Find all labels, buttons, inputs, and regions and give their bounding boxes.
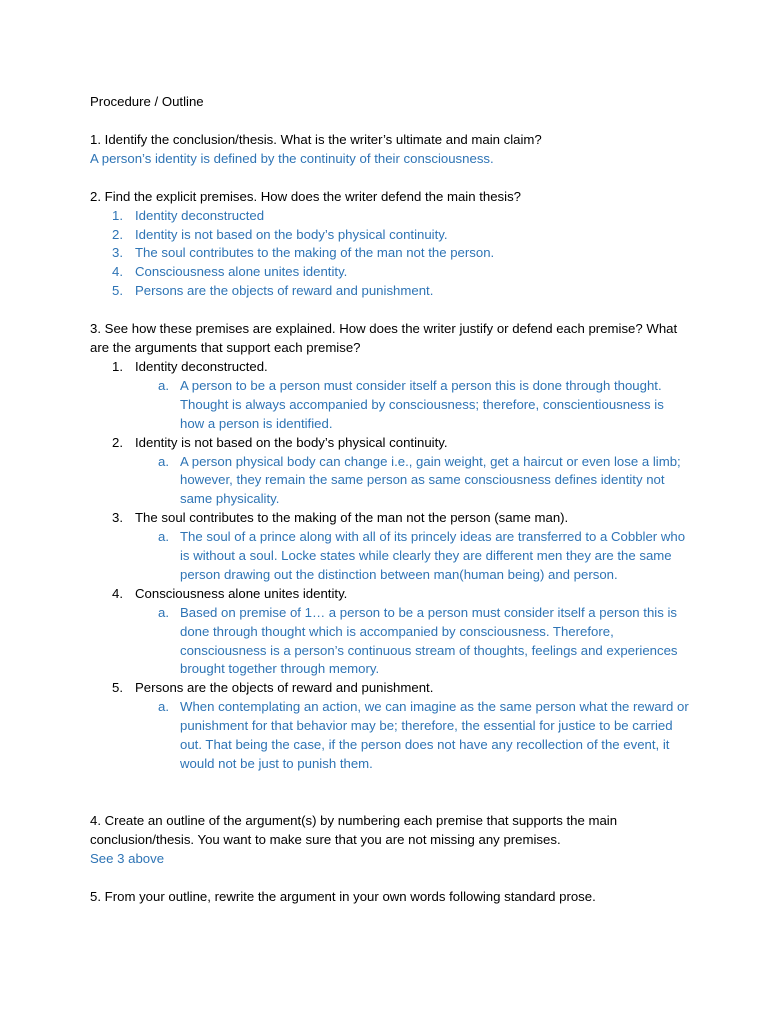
question-2-prompt: 2. Find the explicit premises. How does the writer defend the main thesis? (90, 188, 522, 204)
argument-text: A person physical body can change i.e., gain weight, get a haircut or even lose a limb; however, they remain the same person as same consciousness defines identity not same physicality. (180, 453, 681, 507)
question-1 (90, 131, 690, 169)
question-3-prompt: 3. See how these premises are explained. How does the writer justify or defend each premise? What are the arguments that support each premise? (90, 321, 678, 356)
premise-number: 3. (112, 245, 123, 261)
justification-list (90, 358, 690, 774)
question-5 (90, 888, 690, 907)
premise-text: Identity deconstructed (135, 207, 265, 223)
premise-text: The soul contributes to the making of the man not the person. (135, 245, 495, 261)
justification-premise: Identity deconstructed. (135, 358, 268, 374)
justification-sublist (135, 604, 690, 680)
justification-number: 2. (112, 434, 123, 450)
premise-number: 4. (112, 264, 123, 280)
premise-item (90, 207, 690, 226)
premise-number: 5. (112, 283, 123, 299)
premise-list (90, 207, 690, 302)
argument-letter: a. (158, 453, 169, 469)
argument-text: Based on premise of 1… a person to be a person must consider itself a person this is done through thought which is accompanied by consciousness. Therefore, consciousness is a person’s continuous stream of thoughts, feelings and experiences brought together through memory. (180, 604, 678, 677)
justification-premise: Identity is not based on the body’s physical continuity. (135, 434, 448, 450)
premise-text: Identity is not based on the body’s physical continuity. (135, 226, 448, 242)
premise-item (90, 244, 690, 263)
page-heading: Procedure / Outline (90, 94, 204, 109)
justification-premise: Persons are the objects of reward and punishment. (135, 680, 434, 696)
premise-item (90, 263, 690, 282)
justification-argument (135, 453, 690, 510)
argument-letter: a. (158, 529, 169, 545)
premise-text: Consciousness alone unites identity. (135, 264, 348, 280)
premise-text: Persons are the objects of reward and punishment. (135, 283, 434, 299)
justification-item (90, 358, 690, 434)
justification-item (90, 679, 690, 774)
justification-sublist (135, 698, 690, 774)
justification-premise: The soul contributes to the making of the man not the person (same man). (135, 510, 569, 526)
justification-argument (135, 604, 690, 680)
justification-premise: Consciousness alone unites identity. (135, 585, 348, 601)
argument-text: When contemplating an action, we can imagine as the same person what the reward or punishment for that behavior may be; therefore, the essential for justice to be carried out. That being the case, if the person does not have any recollection of the event, it would not be just to punish them. (180, 699, 689, 771)
question-1-answer: A person’s identity is defined by the continuity of their consciousness. (90, 150, 494, 166)
question-1-prompt: 1. Identify the conclusion/thesis. What is the writer’s ultimate and main claim? (90, 131, 542, 147)
question-4 (90, 812, 690, 869)
question-4-prompt: 4. Create an outline of the argument(s) by numbering each premise that supports the main conclusion/thesis. You want to make sure that you are not missing any premises. (90, 812, 618, 847)
question-5-prompt: 5. From your outline, rewrite the argument in your own words following standard prose. (90, 888, 596, 904)
premise-number: 1. (112, 207, 123, 223)
question-2 (90, 188, 690, 301)
justification-sublist (135, 377, 690, 434)
document-page (90, 93, 690, 907)
premise-number: 2. (112, 226, 123, 242)
premise-item (90, 282, 690, 301)
premise-item (90, 226, 690, 245)
argument-letter: a. (158, 377, 169, 393)
justification-argument (135, 377, 690, 434)
justification-number: 5. (112, 680, 123, 696)
argument-letter: a. (158, 699, 169, 715)
justification-sublist (135, 453, 690, 510)
justification-number: 1. (112, 358, 123, 374)
justification-item (90, 434, 690, 510)
question-4-answer: See 3 above (90, 850, 165, 866)
argument-letter: a. (158, 604, 169, 620)
justification-argument (135, 528, 690, 585)
justification-argument (135, 698, 690, 774)
argument-text: The soul of a prince along with all of its princely ideas are transferred to a Cobbler who is without a soul. Locke states while clearly they are different men they are the same person drawing out the distinction between man(human being) and person. (180, 529, 686, 582)
justification-item (90, 509, 690, 585)
justification-number: 4. (112, 585, 123, 601)
question-3 (90, 320, 690, 774)
argument-text: A person to be a person must consider itself a person this is done through thought. Thought is always accompanied by consciousness; therefore, conscientiousness is how a person is identified. (180, 377, 664, 431)
justification-sublist (135, 528, 690, 585)
justification-item (90, 585, 690, 680)
justification-number: 3. (112, 510, 123, 526)
